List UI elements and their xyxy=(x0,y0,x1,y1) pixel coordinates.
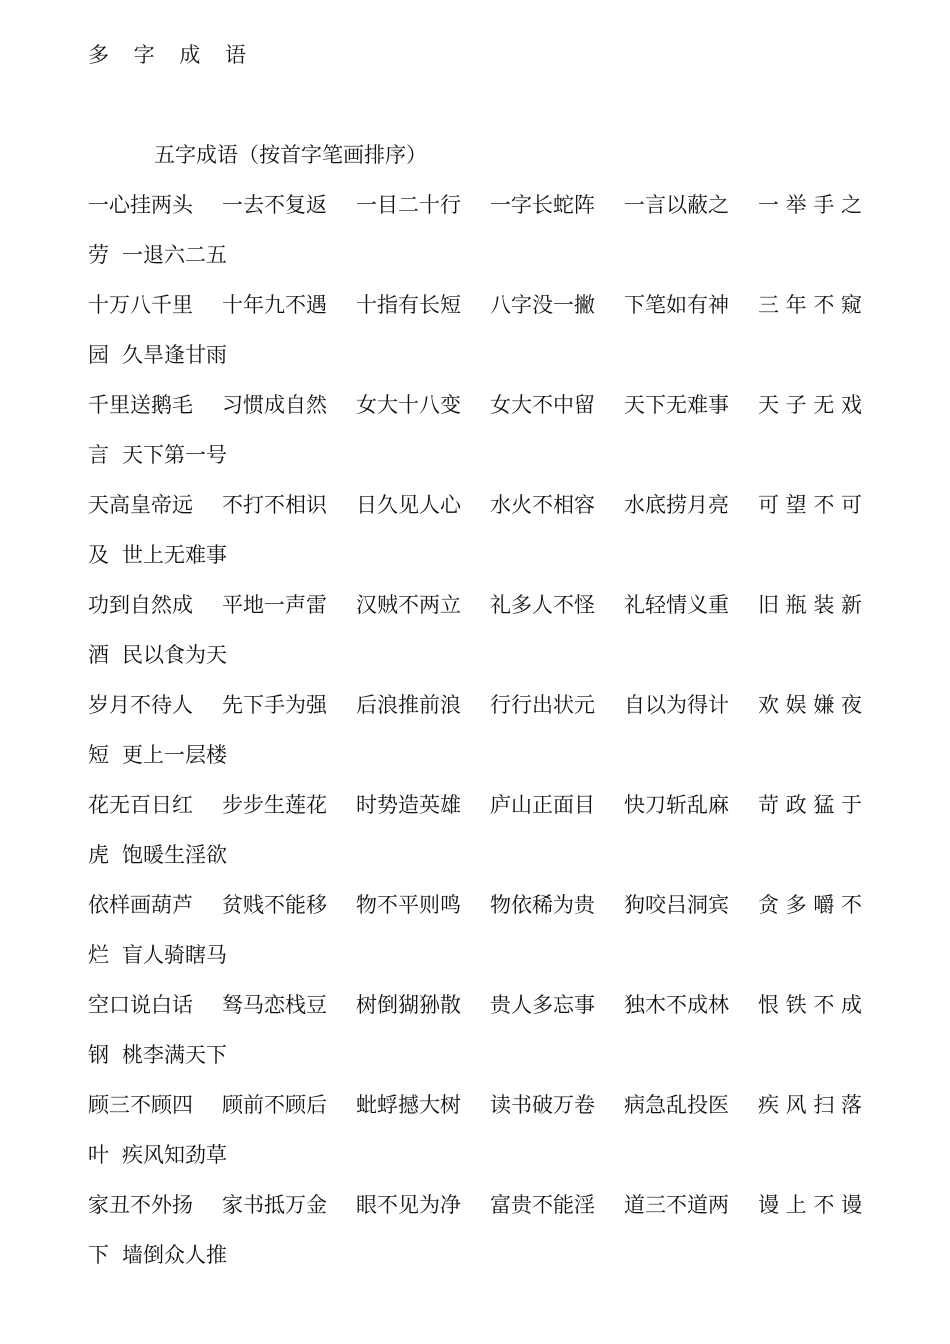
idiom-item: 物不平则鸣 xyxy=(356,893,461,917)
idiom-line xyxy=(88,638,862,688)
idiom-item-continued: 言 xyxy=(88,443,109,467)
idiom-char: 装 xyxy=(813,593,835,617)
idiom-item-continued: 短 xyxy=(88,743,109,767)
idiom-line xyxy=(88,488,862,538)
idiom-item: 女大不中留 xyxy=(490,393,595,417)
idiom-item-split xyxy=(758,1188,862,1222)
idiom-item: 花无百日红 xyxy=(88,793,193,817)
idiom-item: 先下手为强 xyxy=(222,693,327,717)
idiom-item: 行行出状元 xyxy=(490,693,595,717)
idiom-item: 不打不相识 xyxy=(222,493,327,517)
idiom-item-split xyxy=(758,688,862,722)
idiom-char: 新 xyxy=(840,593,862,617)
idiom-list xyxy=(88,188,862,1288)
idiom-line xyxy=(88,538,862,588)
idiom-item: 盲人骑瞎马 xyxy=(122,943,227,967)
idiom-item: 树倒猢狲散 xyxy=(356,993,461,1017)
idiom-item: 桃李满天下 xyxy=(122,1043,227,1067)
idiom-item: 读书破万卷 xyxy=(490,1093,595,1117)
idiom-char: 戏 xyxy=(840,393,862,417)
idiom-item: 时势造英雄 xyxy=(356,793,461,817)
idiom-item: 八字没一撇 xyxy=(490,293,595,317)
idiom-item: 自以为得计 xyxy=(624,693,729,717)
idiom-char: 疾 xyxy=(758,1093,779,1117)
idiom-char: 政 xyxy=(785,793,807,817)
idiom-char: 三 xyxy=(758,293,779,317)
idiom-item: 疾风知劲草 xyxy=(122,1143,227,1167)
idiom-line xyxy=(88,1238,862,1288)
idiom-item: 日久见人心 xyxy=(356,493,461,517)
idiom-item: 驽马恋栈豆 xyxy=(222,993,327,1017)
idiom-char: 天 xyxy=(758,393,779,417)
idiom-item: 礼多人不怪 xyxy=(490,593,595,617)
idiom-char: 不 xyxy=(813,493,835,517)
document-title: 多 字 成 语 xyxy=(88,43,256,67)
idiom-char: 铁 xyxy=(785,993,807,1017)
idiom-item-split xyxy=(758,788,862,822)
idiom-item-continued: 虎 xyxy=(88,843,109,867)
idiom-char: 落 xyxy=(840,1093,862,1117)
idiom-item-split xyxy=(758,488,862,522)
idiom-item-continued: 下 xyxy=(88,1243,109,1267)
idiom-char: 成 xyxy=(840,993,862,1017)
idiom-item: 平地一声雷 xyxy=(222,593,327,617)
idiom-char: 嚼 xyxy=(813,893,835,917)
idiom-item: 下笔如有神 xyxy=(624,293,729,317)
idiom-char: 多 xyxy=(785,893,807,917)
idiom-item-split xyxy=(758,588,862,622)
idiom-item: 顾前不顾后 xyxy=(222,1093,327,1117)
idiom-char: 瓶 xyxy=(785,593,807,617)
idiom-char: 之 xyxy=(840,193,862,217)
idiom-item: 天高皇帝远 xyxy=(88,493,193,517)
idiom-item: 后浪推前浪 xyxy=(356,693,461,717)
idiom-char: 嫌 xyxy=(813,693,835,717)
idiom-item: 道三不道两 xyxy=(624,1193,729,1217)
idiom-char: 扫 xyxy=(813,1093,835,1117)
idiom-item: 贵人多忘事 xyxy=(490,993,595,1017)
idiom-char: 恨 xyxy=(758,993,779,1017)
idiom-item: 十年九不遇 xyxy=(222,293,327,317)
idiom-item-split xyxy=(758,388,862,422)
idiom-line xyxy=(88,588,862,638)
idiom-char: 不 xyxy=(840,893,862,917)
idiom-line xyxy=(88,838,862,888)
idiom-item-continued: 酒 xyxy=(88,643,109,667)
idiom-item: 独木不成林 xyxy=(624,993,729,1017)
idiom-line xyxy=(88,938,862,988)
idiom-char: 于 xyxy=(840,793,862,817)
idiom-item: 一退六二五 xyxy=(122,243,227,267)
idiom-item: 顾三不顾四 xyxy=(88,1093,193,1117)
idiom-item: 水底捞月亮 xyxy=(624,493,729,517)
idiom-item: 岁月不待人 xyxy=(88,693,193,717)
idiom-char: 欢 xyxy=(758,693,779,717)
idiom-item: 物依稀为贵 xyxy=(490,893,595,917)
idiom-item: 眼不见为净 xyxy=(356,1193,461,1217)
idiom-item: 贫贱不能移 xyxy=(222,893,327,917)
idiom-char: 不 xyxy=(813,293,835,317)
idiom-char: 上 xyxy=(785,1193,807,1217)
idiom-item: 天下第一号 xyxy=(122,443,227,467)
idiom-item: 汉贼不两立 xyxy=(356,593,461,617)
section-heading: 五字成语（按首字笔画排序） xyxy=(154,143,427,167)
idiom-item-split xyxy=(758,188,862,222)
idiom-char: 可 xyxy=(758,493,779,517)
idiom-item: 家书抵万金 xyxy=(222,1193,327,1217)
idiom-line xyxy=(88,738,862,788)
idiom-line xyxy=(88,1138,862,1188)
idiom-char: 窥 xyxy=(840,293,862,317)
idiom-item: 女大十八变 xyxy=(356,393,461,417)
idiom-item: 空口说白话 xyxy=(88,993,193,1017)
idiom-char: 不 xyxy=(813,1193,835,1217)
idiom-item-continued: 劳 xyxy=(88,243,109,267)
idiom-item: 一言以蔽之 xyxy=(624,193,729,217)
idiom-char: 子 xyxy=(785,393,807,417)
idiom-item: 饱暖生淫欲 xyxy=(122,843,227,867)
idiom-item: 一字长蛇阵 xyxy=(490,193,595,217)
idiom-item: 千里送鹅毛 xyxy=(88,393,193,417)
idiom-line xyxy=(88,238,862,288)
idiom-item-continued: 钢 xyxy=(88,1043,109,1067)
idiom-char: 苛 xyxy=(758,793,779,817)
idiom-line xyxy=(88,338,862,388)
idiom-item: 久旱逢甘雨 xyxy=(122,343,227,367)
idiom-line xyxy=(88,688,862,738)
idiom-line xyxy=(88,1188,862,1238)
idiom-item-split xyxy=(758,988,862,1022)
idiom-item: 功到自然成 xyxy=(88,593,193,617)
idiom-char: 望 xyxy=(785,493,807,517)
idiom-item: 蚍蜉撼大树 xyxy=(356,1093,461,1117)
idiom-item: 狗咬吕洞宾 xyxy=(624,893,729,917)
idiom-line xyxy=(88,1038,862,1088)
idiom-char: 举 xyxy=(785,193,807,217)
idiom-item-split xyxy=(758,1088,862,1122)
idiom-item: 水火不相容 xyxy=(490,493,595,517)
idiom-item: 一心挂两头 xyxy=(88,193,193,217)
idiom-item-continued: 园 xyxy=(88,343,109,367)
idiom-item: 墙倒众人推 xyxy=(122,1243,227,1267)
idiom-item-continued: 叶 xyxy=(88,1143,109,1167)
idiom-char: 夜 xyxy=(840,693,862,717)
idiom-item-continued: 及 xyxy=(88,543,109,567)
idiom-item-split xyxy=(758,288,862,322)
idiom-char: 一 xyxy=(758,193,779,217)
idiom-item: 十指有长短 xyxy=(356,293,461,317)
idiom-item: 天下无难事 xyxy=(624,393,729,417)
idiom-item: 病急乱投医 xyxy=(624,1093,729,1117)
idiom-item: 快刀斩乱麻 xyxy=(624,793,729,817)
idiom-item: 一去不复返 xyxy=(222,193,327,217)
idiom-item: 世上无难事 xyxy=(122,543,227,567)
idiom-item: 一目二十行 xyxy=(356,193,461,217)
idiom-item: 民以食为天 xyxy=(122,643,227,667)
idiom-item: 更上一层楼 xyxy=(122,743,227,767)
idiom-item: 家丑不外扬 xyxy=(88,1193,193,1217)
idiom-item: 庐山正面目 xyxy=(490,793,595,817)
idiom-line xyxy=(88,438,862,488)
idiom-item: 步步生莲花 xyxy=(222,793,327,817)
idiom-char: 无 xyxy=(813,393,835,417)
idiom-char: 年 xyxy=(785,293,807,317)
idiom-char: 谩 xyxy=(840,1193,862,1217)
idiom-item: 富贵不能淫 xyxy=(490,1193,595,1217)
idiom-item-split xyxy=(758,888,862,922)
idiom-item-continued: 烂 xyxy=(88,943,109,967)
idiom-line xyxy=(88,988,862,1038)
idiom-line xyxy=(88,188,862,238)
idiom-line xyxy=(88,788,862,838)
idiom-item: 十万八千里 xyxy=(88,293,193,317)
idiom-line xyxy=(88,1088,862,1138)
idiom-char: 不 xyxy=(813,993,835,1017)
idiom-char: 手 xyxy=(813,193,835,217)
idiom-char: 风 xyxy=(785,1093,807,1117)
idiom-item: 依样画葫芦 xyxy=(88,893,193,917)
idiom-char: 谩 xyxy=(758,1193,779,1217)
idiom-line xyxy=(88,388,862,438)
idiom-char: 贪 xyxy=(758,893,779,917)
idiom-item: 习惯成自然 xyxy=(222,393,327,417)
idiom-char: 娱 xyxy=(785,693,807,717)
idiom-line xyxy=(88,288,862,338)
idiom-line xyxy=(88,888,862,938)
idiom-item: 礼轻情义重 xyxy=(624,593,729,617)
idiom-char: 旧 xyxy=(758,593,779,617)
idiom-char: 可 xyxy=(840,493,862,517)
idiom-char: 猛 xyxy=(813,793,835,817)
